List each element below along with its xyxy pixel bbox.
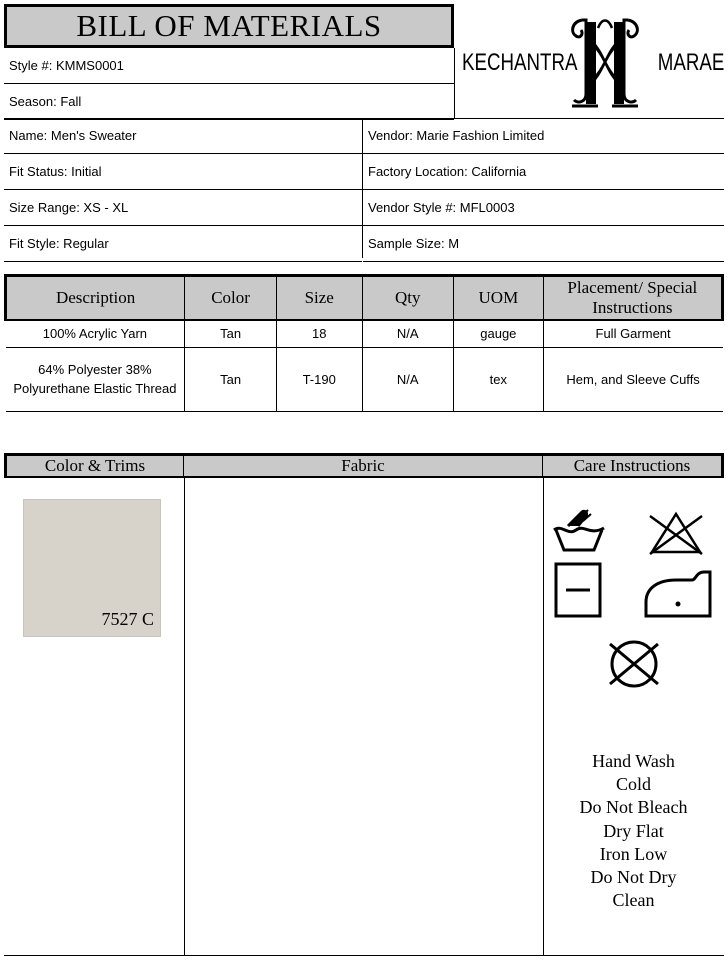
color-swatch	[23, 499, 161, 637]
care-line: Dry Flat	[603, 820, 664, 841]
brand-logo	[462, 14, 724, 112]
column-header: Qty	[362, 276, 454, 321]
info-left-column	[4, 118, 362, 262]
care-line: Iron Low	[599, 843, 668, 864]
table-row	[6, 320, 723, 347]
logo-monogram-icon	[568, 14, 642, 110]
do-not-bleach-icon	[650, 514, 702, 554]
garment-name: Name: Men's Sweater	[4, 118, 362, 154]
table-cell: Full Garment	[543, 320, 722, 347]
do-not-dry-clean-icon	[610, 642, 658, 686]
column-header: Color	[185, 276, 277, 321]
table-cell: gauge	[454, 320, 544, 347]
materials-header-row	[6, 276, 723, 321]
logo-left-text: KECHANTRA	[462, 49, 578, 76]
table-cell: T-190	[276, 347, 362, 411]
dry-flat-icon	[556, 564, 600, 616]
fit-style: Fit Style: Regular	[4, 226, 362, 262]
table-cell: Hem, and Sleeve Cuffs	[543, 347, 722, 411]
column-header: Size	[276, 276, 362, 321]
table-cell: N/A	[362, 320, 454, 347]
style-number: Style #: KMMS0001	[4, 48, 454, 84]
table-cell: 100% Acrylic Yarn	[6, 320, 185, 347]
column-header: Placement/ Special Instructions	[543, 276, 722, 321]
factory-location: Factory Location: California	[363, 154, 724, 190]
table-cell: tex	[454, 347, 544, 411]
table-row	[6, 347, 723, 411]
vendor: Vendor: Marie Fashion Limited	[363, 118, 724, 154]
column-header: Description	[6, 276, 185, 321]
swatch-label: 7527 C	[101, 609, 154, 629]
sample-size: Sample Size: M	[363, 226, 724, 262]
care-line: Do Not Dry	[590, 867, 677, 888]
size-range: Size Range: XS - XL	[4, 190, 362, 226]
season: Season: Fall	[4, 84, 454, 120]
materials-table	[4, 274, 724, 412]
column-header: UOM	[454, 276, 544, 321]
table-cell: N/A	[362, 347, 454, 411]
care-line: Hand Wash	[592, 751, 675, 771]
iron-low-icon	[646, 572, 710, 616]
fabric-header: Fabric	[184, 453, 543, 478]
logo-right-text: MARAE	[657, 49, 724, 76]
table-cell: Tan	[185, 347, 277, 411]
table-cell: 18	[276, 320, 362, 347]
color-trims-header: Color & Trims	[4, 453, 184, 478]
vendor-style: Vendor Style #: MFL0003	[363, 190, 724, 226]
table-cell: Tan	[185, 320, 277, 347]
care-line: Do Not Bleach	[579, 797, 688, 818]
fit-status: Fit Status: Initial	[4, 154, 362, 190]
care-line: Cold	[615, 774, 651, 795]
care-icons	[548, 508, 724, 698]
care-line: Clean	[612, 890, 655, 911]
care-instructions-text	[543, 750, 724, 912]
info-right-column	[363, 118, 724, 262]
care-instructions-header: Care Instructions	[543, 453, 724, 478]
table-cell: 64% Polyester 38% Polyurethane Elastic Thread	[6, 347, 185, 411]
document-title: BILL OF MATERIALS	[4, 4, 454, 48]
top-info-block	[4, 48, 454, 120]
hand-wash-icon	[554, 510, 604, 550]
